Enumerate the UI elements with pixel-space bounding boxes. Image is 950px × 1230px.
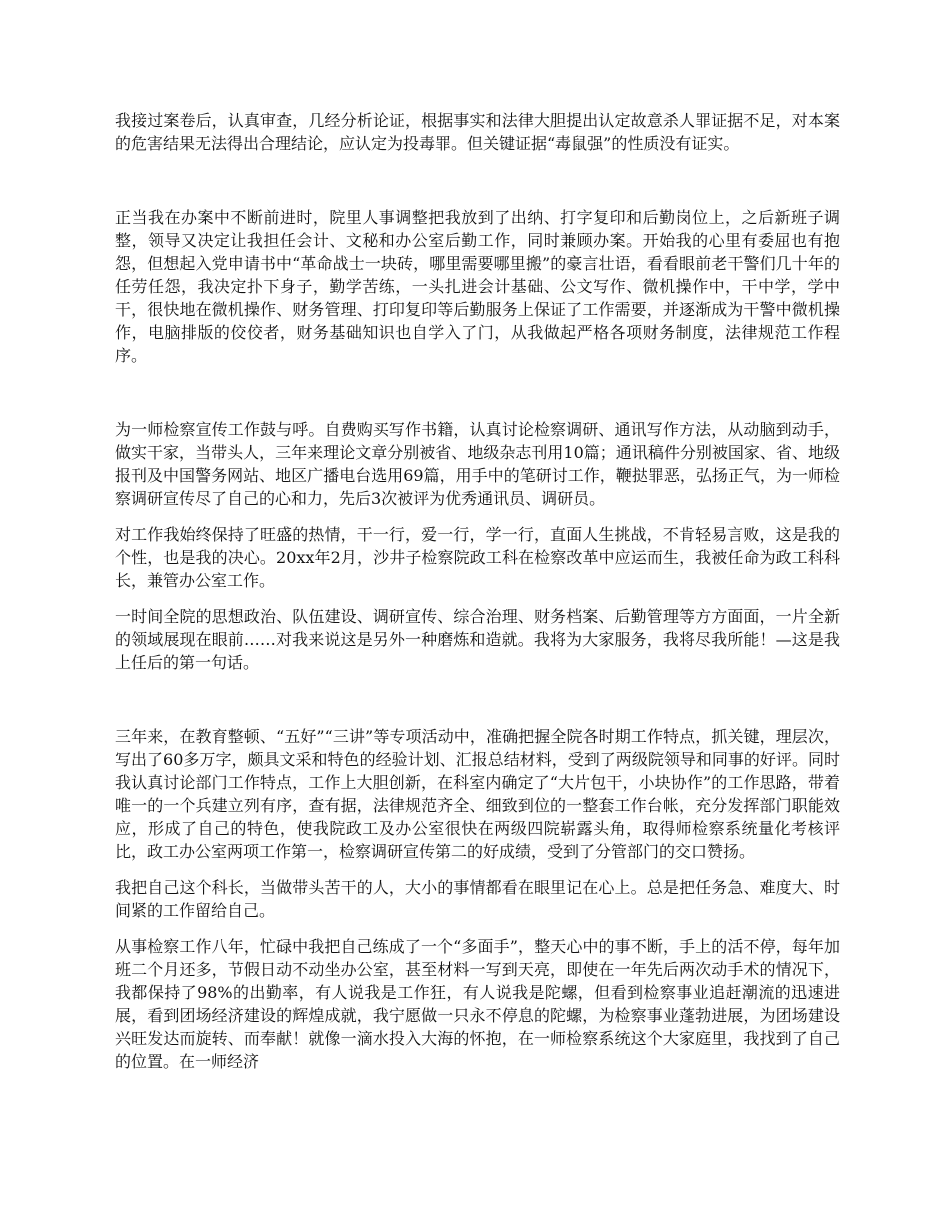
spacer: [115, 592, 840, 605]
paragraph-3: 为一师检察宣传工作鼓与呼。自费购买写作书籍，认真讨论检察调研、通讯写作方法，从动脑到动手，做实干家，当带头人，三年来理论文章分别被省、地级杂志刊用10篇；通讯稿件分别被国家、省、地级报刊及中国警务网站、地区广播电台选用69篇，用手中的笔研讨工作，鞭挞罪恶，弘扬正气，为一师检察调研宣传尽了自己的心和力，先后3次被评为优秀通讯员、调研员。: [115, 420, 840, 508]
paragraph-6: 三年来，在教育整顿、“五好”“三讲”等专项活动中，准确把握全院各时期工作特点，抓关键，理层次，写出了60多万字，颇具文采和特色的经验计划、汇报总结材料，受到了两级院领导和同事的好评。同时我认真讨论部门工作特点，工作上大胆创新，在科室内确定了“大片包干，小块协作”的工作思路，带着唯一的一个兵建立列有序，查有据，法律规范齐全、细致到位的一整套工作台帐，充分发挥部门职能效应，形成了自己的特色，使我院政工及办公室很快在两级四院崭露头角，取得师检察系统量化考核评比，政工办公室两项工作第一，检察调研宣传第二的好成绩，受到了分管部门的交口赞扬。: [115, 727, 840, 861]
paragraph-2: 正当我在办案中不断前进时，院里人事调整把我放到了出纳、打字复印和后勤岗位上，之后新班子调整，领导又决定让我担任会计、文秘和办公室后勤工作，同时兼顾办案。开始我的心里有委屈也有抱怨，但想起入党申请书中“革命战士一块砖，哪里需要哪里搬”的豪言壮语，看看眼前老干警们几十年的任劳任怨，我决定扑下身子，勤学苦练，一头扎进会计基础、公文写作、微机操作中，干中学，学中干，很快地在微机操作、财务管理、打印复印等后勤服务上保证了工作需要，并逐渐成为干警中微机操作，电脑排版的佼佼者，财务基础知识也自学入了门，从我做起严格各项财务制度，法律规范工作程序。: [115, 208, 840, 365]
paragraph-8: 从事检察工作八年，忙碌中我把自己练成了一个“多面手”，整天心中的事不断，手上的活不停，每年加班二个月还多，节假日动不动坐办公室，甚至材料一写到天亮，即使在一年先后两次动手术的情况下，我都保持了98%的出勤率，有人说我是工作狂，有人说我是陀螺，但看到检察事业追赶潮流的迅速进展，看到团场经济建设的辉煌成就，我宁愿做一只永不停息的陀螺，为检察事业蓬勃进展，为团场建设兴旺发达而旋转、而奉献！就像一滴水投入大海的怀抱，在一师检察系统这个大家庭里，我找到了自己的位置。在一师经济: [115, 937, 840, 1071]
paragraph-1: 我接过案卷后，认真审查，几经分析论证，根据事实和法律大胆提出认定故意杀人罪证据不足，对本案的危害结果无法得出合理结论，应认定为投毒罪。但关键证据“毒鼠强”的性质没有证实。: [115, 111, 840, 153]
paragraph-5: 一时间全院的思想政治、队伍建设、调研宣传、综合治理、财务档案、后勤管理等方方面面，一片全新的领域展现在眼前……对我来说这是另外一种磨炼和造就。我将为大家服务，我将尽我所能！—这是我上任后的第一句话。: [115, 607, 840, 672]
paragraph-7: 我把自己这个科长，当做带头苦干的人，大小的事情都看在眼里记在心上。总是把任务急、难度大、时间紧的工作留给自己。: [115, 878, 840, 920]
spacer: [115, 863, 840, 876]
spacer: [115, 155, 840, 206]
spacer: [115, 510, 840, 523]
spacer: [115, 922, 840, 935]
paragraph-4: 对工作我始终保持了旺盛的热情，干一行，爱一行，学一行，直面人生挑战，不肯轻易言败，这是我的个性，也是我的决心。20xx年2月，沙井子检察院政工科在检察改革中应运而生，我被任命为政工科科长，兼管办公室工作。: [115, 525, 840, 590]
spacer: [115, 367, 840, 418]
spacer: [115, 674, 840, 725]
document-body: [115, 109, 840, 1073]
